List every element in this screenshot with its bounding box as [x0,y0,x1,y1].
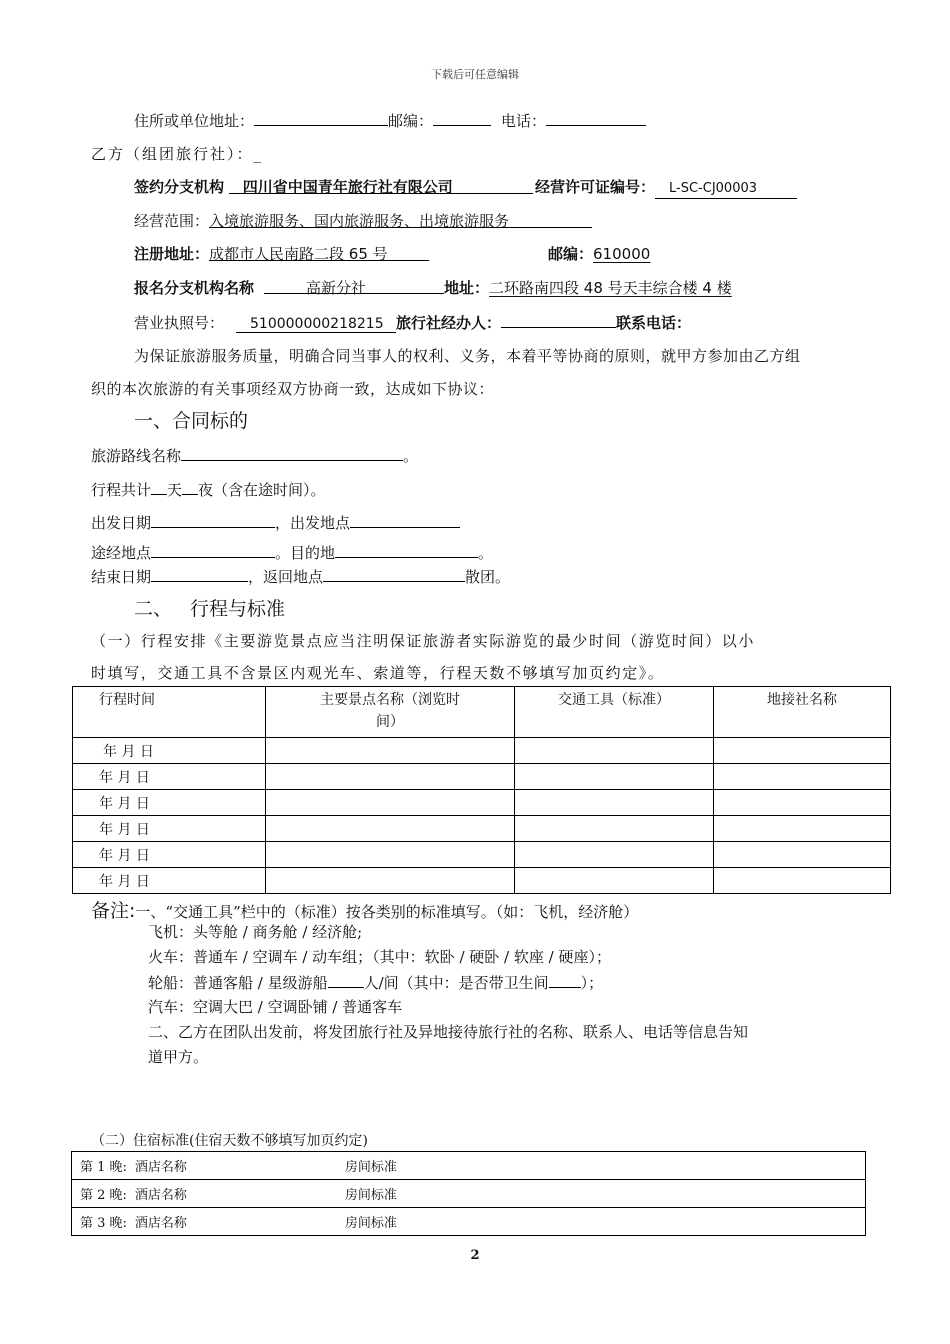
row-sights-cell[interactable] [266,738,515,764]
depart-place-label: ，出发地点 [275,514,351,532]
end-line [91,565,510,587]
hotel-title: （二）住宿标准(住宿天数不够填写加页约定) [91,1133,368,1149]
night-label: 第 3 晚: [80,1216,127,1231]
address-blank [254,109,388,126]
table-row [73,738,891,764]
row-sights-cell[interactable] [266,842,515,868]
row-agency-cell[interactable] [714,790,891,816]
table-row [73,842,891,868]
return-place-label: ，返回地点 [248,568,324,586]
row-transport-cell[interactable] [515,842,714,868]
dest-blank [335,541,478,558]
table-row [73,790,891,816]
signup-branch-field [264,277,444,297]
row-transport-cell[interactable] [515,790,714,816]
disband-text: 散团。 [465,568,511,586]
party-b-title: 乙方（组团旅行社）：_ [91,145,264,163]
notes-label: 备注: [91,900,136,922]
signing-branch-line [134,176,533,197]
depart-place-blank [350,511,460,528]
col-header-agency: 地接社名称 [714,687,891,738]
table-row [73,868,891,894]
notes-bus: 汽车：空调大巴 / 空调卧铺 / 普通客车 [148,998,403,1016]
itinerary-note-1: （一）行程安排《主要游览景点应当注明保证旅游者实际游览的最少时间（游览时间）以小 [91,632,756,650]
room-standard-label: 房间标准 [344,1188,397,1203]
reg-address-label: 注册地址： [134,245,210,263]
reg-postcode-line [548,243,650,264]
signup-branch-line [134,277,732,298]
scope-value: 入境旅游服务、国内旅游服务、出境旅游服务 [209,212,510,230]
postcode-blank [433,109,491,126]
agent-blank [501,311,616,328]
row-transport-cell[interactable] [515,764,714,790]
end-date-label: 结束日期 [91,568,152,586]
contact-label: 联系电话： [616,314,692,332]
depart-date-blank [151,511,275,528]
hotel-row-3[interactable] [72,1208,866,1236]
scope-label: 经营范围： [134,212,210,230]
notes-line-2a: 二、乙方在团队出发前，将发团旅行社及异地接待旅行社的名称、联系人、电话等信息告知 [148,1023,749,1041]
via-blank [151,541,275,558]
ship-prefix: 轮船：普通客船 / 星级游船 [148,974,328,992]
hotel-table [71,1151,866,1236]
license-label: 经营许可证编号： [535,178,656,196]
notes-transport-rule: 一、“交通工具”栏中的（标准）按各类别的标准填写。（如：飞机，经济舱） [135,903,639,921]
row-date: 年 月 日 [73,738,266,764]
itinerary-header-row [73,687,891,738]
row-transport-cell[interactable] [515,868,714,894]
postcode-label: 邮编： [388,112,434,130]
night-label: 第 1 晚: [80,1160,127,1175]
reg-address-field [209,243,429,261]
ship-middle: 人/间（其中：是否带卫生间 [363,974,549,992]
night-label: 第 2 晚: [80,1188,127,1203]
col-header-sights-l1: 主要景点名称（浏览时 [320,692,460,708]
section-2-number: 二、 [134,598,173,620]
biz-license-line [134,311,691,333]
reg-address-value: 成都市人民南路二段 65 号 [209,245,388,263]
depart-date-label: 出发日期 [91,514,152,532]
days-unit: 天 [167,481,183,499]
route-blank [181,444,403,461]
route-end: 。 [403,447,419,465]
route-line [91,444,418,466]
via-line [91,541,493,563]
scope-line [134,210,592,231]
section-1-title: 一、合同标的 [134,410,249,432]
address-label: 住所或单位地址： [134,112,255,130]
itinerary-table [72,686,891,894]
col-header-sights [266,687,515,738]
days-blank [151,478,167,495]
signup-address-label: 地址： [444,279,490,297]
hotel-row-2[interactable] [72,1180,866,1208]
itinerary-note-2: 时填写，交通工具不含景区内观光车、索道等，行程天数不够填写加页约定》。 [91,664,665,682]
room-standard-label: 房间标准 [344,1216,397,1231]
dest-end: 。 [478,544,494,562]
table-row [72,1180,866,1208]
branch-value-field [229,176,533,194]
reg-postcode-value: 610000 [593,245,651,263]
section-2-text: 行程与标准 [190,598,286,620]
reg-postcode-label: 邮编： [548,245,594,263]
hotel-name-label: 酒店名称 [134,1188,187,1203]
col-header-sights-l2: 间） [376,714,404,730]
ship-suffix: ）； [580,974,604,992]
branch-value: 四川省中国青年旅行社有限公司 [242,178,453,196]
row-agency-cell[interactable] [714,842,891,868]
col-header-transport: 交通工具（标准） [515,687,714,738]
return-place-blank [323,565,465,582]
reg-address-line [134,243,429,264]
ship-bathroom-blank [549,971,581,988]
signup-branch-value: 高新分社 [306,279,367,297]
table-row [72,1152,866,1180]
branch-label: 签约分支机构 [134,178,225,196]
row-sights-cell[interactable] [266,816,515,842]
biz-license-field [236,316,396,333]
notes-line-2b: 道甲方。 [148,1048,209,1066]
duration-prefix: 行程共计 [91,481,152,499]
nights-unit: 夜（含在途时间）。 [198,481,326,499]
header-note: 下载后可任意编辑 [431,68,519,81]
duration-line [91,478,326,500]
biz-license-label: 营业执照号： [134,314,225,332]
signup-address-value: 二环路南四段 48 号天丰综合楼 4 楼 [489,279,732,297]
via-label: 途经地点 [91,544,152,562]
departure-line [91,511,460,533]
intro-line-1: 为保证旅游服务质量，明确合同当事人的权利、义务，本着平等协商的原则，就甲方参加由乙方组 [134,347,801,365]
row-agency-cell[interactable] [714,764,891,790]
row-sights-cell[interactable] [266,868,515,894]
row-date: 年 月 日 [73,764,266,790]
row-transport-cell[interactable] [515,816,714,842]
nights-blank [182,478,198,495]
row-date: 年 月 日 [73,790,266,816]
scope-value-field [209,210,592,228]
phone-blank [546,109,646,126]
row-agency-cell[interactable] [714,816,891,842]
notes-line-1 [91,896,638,923]
table-row [73,764,891,790]
party-a-contact-line [134,109,646,131]
row-sights-cell[interactable] [266,764,515,790]
table-row [72,1208,866,1236]
agent-label: 旅行社经办人： [396,314,502,332]
hotel-row-1[interactable] [72,1152,866,1180]
page-number: 2 [470,1248,480,1263]
license-line [535,176,797,199]
row-sights-cell[interactable] [266,790,515,816]
row-date: 年 月 日 [73,868,266,894]
route-label: 旅游路线名称 [91,447,182,465]
notes-plane: 飞机：头等舱 / 商务舱 / 经济舱; [148,923,363,941]
table-row [73,816,891,842]
row-date: 年 月 日 [73,842,266,868]
biz-license-value: 510000000218215 [250,316,384,332]
section-2-title [134,594,285,621]
hotel-name-label: 酒店名称 [134,1160,187,1175]
row-agency-cell[interactable] [714,868,891,894]
row-transport-cell[interactable] [515,738,714,764]
col-header-time: 行程时间 [73,687,266,738]
phone-label: 电话： [501,112,547,130]
row-date: 年 月 日 [73,816,266,842]
signup-branch-label: 报名分支机构名称 [134,279,255,297]
notes-ship [148,971,603,993]
dest-label: 。目的地 [275,544,336,562]
license-value-field [655,181,797,199]
ship-people-blank [328,971,364,988]
intro-line-2: 织的本次旅游的有关事项经双方协商一致，达成如下协议： [91,380,495,398]
room-standard-label: 房间标准 [344,1160,397,1175]
row-agency-cell[interactable] [714,738,891,764]
hotel-name-label: 酒店名称 [134,1216,187,1231]
license-value: L-SC-CJ00003 [669,181,758,196]
notes-train: 火车：普通车 / 空调车 / 动车组；（其中：软卧 / 硬卧 / 软座 / 硬座）； [148,948,611,966]
end-date-blank [151,565,248,582]
